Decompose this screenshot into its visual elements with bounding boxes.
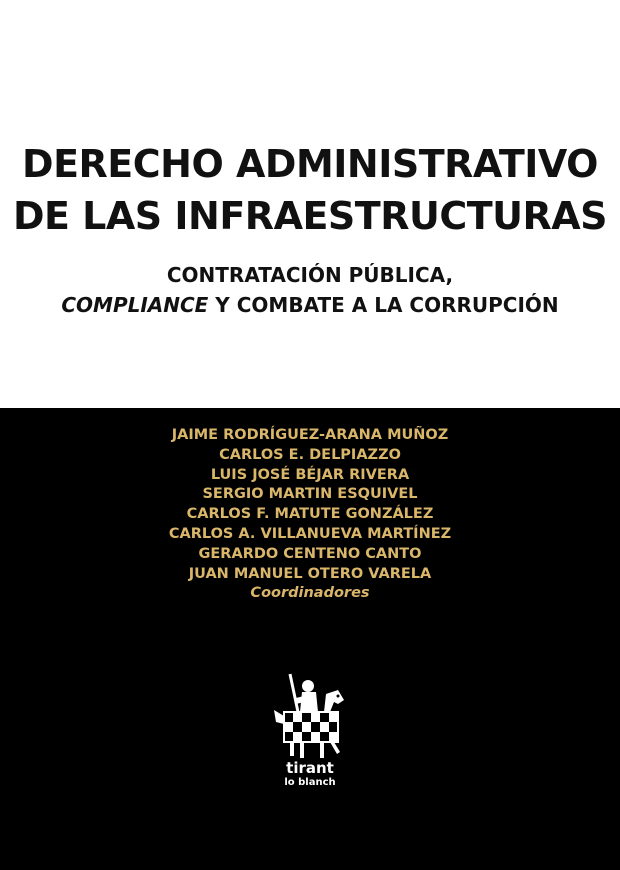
subtitle-line-2-rest: Y COMBATE A LA CORRUPCIÓN bbox=[208, 293, 559, 317]
coordinator-name: JUAN MANUEL OTERO VARELA bbox=[188, 565, 432, 582]
coordinator-name: JAIME RODRÍGUEZ-ARANA MUÑOZ bbox=[171, 427, 449, 443]
book-title bbox=[0, 138, 620, 242]
publisher-wordmark bbox=[0, 760, 620, 789]
cover-bottom-panel bbox=[0, 408, 620, 870]
coordinator-name: CARLOS F. MATUTE GONZÁLEZ bbox=[186, 506, 434, 523]
publisher-name-line-1: tirant bbox=[286, 759, 334, 777]
title-line-1: DERECHO ADMINISTRATIVO bbox=[22, 142, 598, 186]
publisher-name-line-2: lo blanch bbox=[284, 777, 336, 788]
coordinator-name: LUIS JOSÉ BÉJAR RIVERA bbox=[210, 466, 410, 483]
subtitle-line-2 bbox=[0, 290, 620, 320]
coordinator-name: SERGIO MARTIN ESQUIVEL bbox=[202, 486, 418, 503]
coordinator-name: CARLOS E. DELPIAZZO bbox=[219, 446, 401, 463]
subtitle-italic-word: COMPLIANCE bbox=[61, 293, 209, 317]
coordinator-name: GERARDO CENTENO CANTO bbox=[198, 545, 422, 562]
title-line-2: DE LAS INFRAESTRUCTURAS bbox=[12, 194, 608, 238]
subtitle-line-1: CONTRATACIÓN PÚBLICA, bbox=[166, 263, 454, 287]
coordinators-list bbox=[0, 426, 620, 604]
cover-top-panel bbox=[0, 0, 620, 408]
book-subtitle bbox=[0, 260, 620, 320]
coordinator-name: CARLOS A. VILLANUEVA MARTÍNEZ bbox=[168, 525, 452, 542]
coordinators-role-label: Coordinadores bbox=[250, 585, 370, 602]
